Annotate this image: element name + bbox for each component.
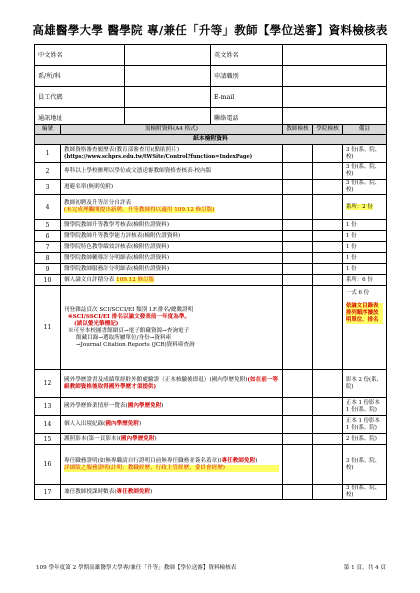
table-row — [35, 275, 387, 286]
item-text: ) — [161, 403, 164, 409]
table-row — [35, 242, 387, 253]
dept-check-cell[interactable] — [313, 416, 343, 434]
item-text: 館藏目錄→選取所屬單位/身份→資料庫 — [76, 334, 172, 341]
table-row — [35, 195, 387, 220]
teacher-check-cell[interactable] — [283, 485, 313, 500]
table-row — [35, 434, 387, 445]
row-note: 1 份 — [343, 264, 387, 275]
english-name-field[interactable] — [283, 45, 387, 66]
row-number: 9 — [35, 264, 61, 275]
item-text: ) — [154, 435, 157, 442]
row-number: 14 — [35, 416, 61, 434]
teacher-check-cell[interactable] — [283, 286, 313, 370]
row-note: 3 份(系、院、校) — [343, 145, 387, 163]
dept-check-cell[interactable] — [313, 445, 343, 485]
table-row — [35, 370, 387, 398]
page-title: 高雄醫學大學 醫學院 專/兼任「升等」教師【學位送審】資料檢核表 — [32, 23, 388, 37]
item-text: ) — [255, 457, 258, 464]
dept-check-cell[interactable] — [313, 195, 343, 220]
item-red-note: 詳細版之服務證明(註明：教職經歷、行政主管經歷、委員會經歷) — [64, 465, 279, 472]
row-note: 正本 1 份影本 1 份(系、院) — [343, 416, 387, 434]
dept-check-cell[interactable] — [313, 163, 343, 180]
row-item — [61, 370, 283, 398]
applicant-info-table — [34, 44, 387, 129]
item-text: 專科以上學校辦理以學位或文憑送審教師資格查核表-校內版 — [61, 163, 283, 180]
item-red-note: (未完成理觸閱提出新聘、升等教師得以適用 109.12 修訂版) — [64, 207, 215, 213]
department-label: 系/所/科 — [35, 66, 125, 87]
email-field[interactable] — [283, 87, 387, 108]
row-number: 8 — [35, 253, 61, 264]
dept-check-cell[interactable] — [313, 434, 343, 445]
col-teacher-header: 教師檢核 — [283, 125, 313, 135]
row-item — [61, 398, 283, 416]
table-row — [35, 231, 387, 242]
teacher-check-cell[interactable] — [283, 398, 313, 416]
item-text: 醫學院教師輔導計分明細表(檢附佐證資料) — [61, 253, 283, 264]
item-exempt-note: 專任教師免附 — [116, 488, 151, 495]
position-applied-label: 申請職別 — [211, 66, 283, 87]
department-field[interactable] — [125, 66, 211, 87]
teacher-check-cell[interactable] — [283, 242, 313, 253]
row-note: 一式 6 份 — [346, 290, 370, 296]
item-text: 迴避名單(無則免附) — [61, 180, 283, 195]
row-note: 影本 2 份(系、院) — [343, 370, 387, 398]
section-title: 紙本檢附資料 — [35, 135, 387, 145]
teacher-check-cell[interactable] — [283, 163, 313, 180]
row-item — [61, 445, 283, 485]
teacher-check-cell[interactable] — [283, 231, 313, 242]
teacher-check-cell[interactable] — [283, 416, 313, 434]
col-note-header: 備註 — [343, 125, 387, 135]
item-exempt-note: 專任教師免附 — [221, 457, 256, 464]
table-row — [35, 416, 387, 434]
item-text: →Journal Citation Reports (JCR)資料庫查詢 — [76, 341, 195, 348]
row-note: 1 份 — [343, 242, 387, 253]
row-note: 1 份 — [343, 231, 387, 242]
teacher-check-cell[interactable] — [283, 370, 313, 398]
dept-check-cell[interactable] — [313, 264, 343, 275]
row-note: 2 份(系、院) — [343, 434, 387, 445]
teacher-check-cell[interactable] — [283, 264, 313, 275]
dept-check-cell[interactable] — [313, 370, 343, 398]
teacher-check-cell[interactable] — [283, 195, 313, 220]
dept-check-cell[interactable] — [313, 398, 343, 416]
row-note: 1 份 — [343, 220, 387, 231]
row-note: 正本 1 份影本 1 份(系、院) — [343, 398, 387, 416]
item-text: 刊登雜誌頁次 SCI/SCCI/EI 類別 I.F.排名/總數證明 — [64, 306, 194, 313]
row-number: 1 — [35, 145, 61, 163]
teacher-check-cell[interactable] — [283, 445, 313, 485]
teacher-check-cell[interactable] — [283, 275, 313, 286]
col-no-header: 編號 — [35, 125, 61, 135]
item-text: 醫學院教師升等教學考核表(檢附佐證資料) — [61, 220, 283, 231]
item-red-note: (如在前一等級教師資格後取得國外學歷才須提供) — [64, 376, 278, 390]
row-note: 1 份 — [343, 253, 387, 264]
item-red-note: (請以螢光筆標記) — [74, 320, 119, 327]
chinese-name-label: 中文姓名 — [35, 45, 125, 66]
teacher-check-cell[interactable] — [283, 253, 313, 264]
table-row — [35, 253, 387, 264]
row-number: 15 — [35, 434, 61, 445]
dept-check-cell[interactable] — [313, 286, 343, 370]
item-text: 兼任教師授課時數表( — [64, 488, 117, 495]
teacher-check-cell[interactable] — [283, 434, 313, 445]
position-applied-field[interactable] — [283, 66, 387, 87]
dept-check-cell[interactable] — [313, 231, 343, 242]
table-row — [35, 220, 387, 231]
dept-check-cell[interactable] — [313, 220, 343, 231]
row-note: 系所：6 份 — [343, 275, 387, 286]
table-row — [35, 286, 387, 370]
item-url: (https://www.schprs.edu.tw/tWSite/Control?function=IndexPage) — [64, 153, 253, 160]
dept-check-cell[interactable] — [313, 253, 343, 264]
row-number: 6 — [35, 231, 61, 242]
item-text: 醫學院教師升等教學能力評核表(檢附佐證資料) — [61, 231, 283, 242]
dept-check-cell[interactable] — [313, 180, 343, 195]
row-item — [61, 434, 283, 445]
row-item — [61, 145, 283, 163]
row-number: 12 — [35, 370, 61, 398]
row-item — [61, 275, 283, 286]
row-item — [61, 485, 283, 500]
row-number: 3 — [35, 180, 61, 195]
row-number: 17 — [35, 485, 61, 500]
item-exempt-note: 國內學歷免附 — [127, 403, 162, 409]
table-row — [35, 163, 387, 180]
email-label: E-mail — [211, 87, 283, 108]
item-text: 醫學院教師服務計分明細表(檢附佐證資料) — [61, 264, 283, 275]
row-note: 3 份(系、院、校) — [343, 163, 387, 180]
col-item-header: 需檢附資料(A4 格式) — [61, 125, 283, 135]
footer-title: 109 學年度第 2 學期高雄醫學大學專/兼任「升等」教師【學位送審】資料檢核表 — [36, 565, 237, 571]
dept-check-cell[interactable] — [313, 485, 343, 500]
row-note: 系所：2 份 — [346, 203, 373, 210]
row-number: 16 — [35, 445, 61, 485]
item-text: 醫學院特色教學績效評核表(檢附佐證資料) — [61, 242, 283, 253]
table-row — [35, 264, 387, 275]
teacher-check-cell[interactable] — [283, 145, 313, 163]
item-exempt-note: 國內學歷免附 — [120, 435, 155, 442]
row-note: 3 份(系、院、校) — [343, 180, 387, 195]
row-note-red: 依論文目錄表排列順序擴放明單位、排名 — [346, 303, 383, 324]
row-number: 13 — [35, 398, 61, 416]
table-row — [35, 180, 387, 195]
item-text: 國外學歷修業情形一覽表( — [64, 403, 128, 409]
item-exempt-note: 國內學歷免附 — [105, 421, 139, 427]
table-row — [35, 445, 387, 485]
table-row — [35, 485, 387, 500]
chinese-name-field[interactable] — [125, 45, 211, 66]
dept-check-cell[interactable] — [313, 275, 343, 286]
row-item — [61, 416, 283, 434]
item-text: 教師初聘及升等計分自評表 — [64, 200, 132, 206]
item-text: 專任職務證明(如無專職請自行證明目前無專任職務並簽名蓋章)( — [64, 457, 222, 464]
row-number: 5 — [35, 220, 61, 231]
teacher-check-cell[interactable] — [283, 180, 313, 195]
staff-code-label: 員工代碼 — [35, 87, 125, 108]
item-text: 個人論文自評積分表 — [64, 276, 115, 283]
item-text: 國外學歷證書及成績單經駐外館處驗證（正本核驗後即退）(國內學歷免附) — [64, 376, 248, 383]
staff-code-field[interactable] — [125, 87, 211, 108]
row-item — [61, 195, 283, 220]
address-label: 通訊地址 — [35, 108, 125, 129]
col-dept-header: 學院檢核 — [313, 125, 343, 135]
item-text: 個人入出境紀錄( — [64, 421, 106, 427]
item-text: ※可至本校圖書館網頁→電子館藏資源→查詢電子 — [68, 327, 190, 334]
item-red-note: 109.12 修訂版 — [116, 276, 155, 283]
item-red-note: ※SCI/SSCI/EI 排名以論文發表前一年度為準。 — [68, 313, 191, 320]
page-number: 第 1 頁，共 4 頁 — [343, 565, 386, 571]
item-text: 教師資格審查履歷表(教育部審查用)(點貼照片) — [64, 146, 180, 153]
page-footer — [36, 563, 386, 571]
item-text: ) — [138, 421, 142, 427]
dept-check-cell[interactable] — [313, 145, 343, 163]
table-row — [35, 145, 387, 163]
row-number: 2 — [35, 163, 61, 180]
item-text: ) — [150, 488, 153, 495]
row-note: 3 份(系、院、校) — [343, 445, 387, 485]
item-text: 護照影本(第一頁影本)( — [64, 435, 121, 442]
checklist-table — [34, 124, 387, 500]
english-name-label: 英文姓名 — [211, 45, 283, 66]
row-number: 10 — [35, 275, 61, 286]
row-number: 4 — [35, 195, 61, 220]
phone-label: 聯絡電話 — [211, 108, 283, 129]
dept-check-cell[interactable] — [313, 242, 343, 253]
row-note: 3 份(系、院、校) — [343, 485, 387, 500]
table-row — [35, 398, 387, 416]
teacher-check-cell[interactable] — [283, 220, 313, 231]
row-number: 11 — [35, 286, 61, 370]
row-item — [61, 286, 283, 370]
row-number: 7 — [35, 242, 61, 253]
